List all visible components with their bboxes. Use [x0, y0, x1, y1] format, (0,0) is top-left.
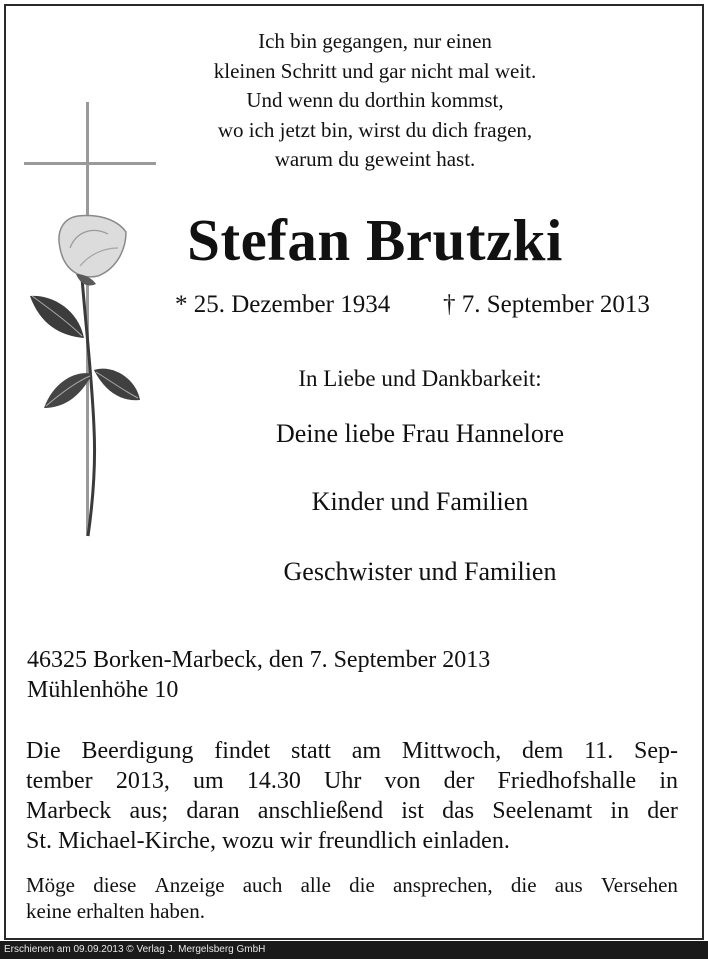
death-date: † 7. September 2013 — [443, 291, 650, 318]
poem-line: warum du geweint hast. — [274, 147, 476, 171]
address-place-date: 46325 Borken-Marbeck, den 7. September 2013 — [27, 647, 491, 673]
word: der — [443, 768, 475, 794]
word: in — [659, 768, 678, 794]
funeral-announcement — [26, 736, 678, 856]
word: daran — [186, 798, 240, 824]
word: Mittwoch, — [401, 738, 502, 764]
mourner-entry: Geschwister und Familien — [283, 557, 557, 586]
word: von — [384, 768, 421, 794]
word: Versehen — [600, 873, 678, 897]
word: Uhr — [324, 768, 362, 794]
word: Beerdigung — [81, 738, 194, 764]
word: findet — [214, 738, 271, 764]
word: am — [351, 738, 382, 764]
funeral-line — [26, 736, 678, 766]
word: der — [647, 798, 678, 824]
rose-icon — [59, 216, 126, 286]
notice-remark — [26, 872, 678, 924]
poem-line: kleinen Schritt und gar nicht mal weit. — [213, 58, 537, 83]
birth-date: * 25. Dezember 1934 — [175, 291, 391, 318]
address-block — [27, 645, 647, 705]
mourners-intro: In Liebe und Dankbarkeit: — [298, 366, 542, 391]
word: die — [349, 873, 375, 897]
remark-line: keine erhalten haben. — [26, 899, 205, 923]
word: 11. — [584, 738, 614, 764]
word: Marbeck — [26, 798, 112, 824]
poem-line: Und wenn du dorthin kommst, — [246, 88, 504, 112]
mourner-entry: Kinder und Familien — [311, 487, 529, 516]
word: ansprechen, — [392, 873, 493, 897]
cross-icon — [20, 98, 160, 543]
funeral-line — [26, 766, 678, 796]
deceased-name: Stefan Brutzki — [187, 207, 563, 273]
word: 2013, — [115, 768, 170, 794]
word: aus — [554, 873, 583, 897]
word: das — [442, 798, 475, 824]
word: um — [192, 768, 224, 794]
word: diese — [93, 873, 137, 897]
remark-line — [26, 872, 678, 898]
word: Die — [26, 738, 61, 764]
cross-with-rose-illustration — [20, 98, 160, 543]
word: Friedhofshalle — [497, 768, 637, 794]
mourner-entry: Deine liebe Frau Hannelore — [275, 419, 565, 448]
word: die — [510, 873, 537, 897]
word: anschließend — [257, 798, 384, 824]
word: Sep- — [633, 738, 678, 764]
funeral-line: St. Michael-Kirche, wozu wir freundlich einladen. — [26, 828, 510, 854]
word: Seelenamt — [492, 798, 593, 824]
word: dem — [521, 738, 564, 764]
word: Möge — [26, 873, 75, 897]
poem — [180, 27, 570, 175]
word: alle — [300, 873, 331, 897]
word: 14.30 — [246, 768, 301, 794]
publication-footer: Erschienen am 09.09.2013 © Verlag J. Mergelsberg GmbH — [0, 941, 708, 959]
poem-line: Ich bin gegangen, nur einen — [258, 29, 492, 53]
word: aus; — [129, 798, 169, 824]
word: auch — [242, 873, 283, 897]
address-street: Mühlenhöhe 10 — [27, 677, 179, 703]
word: ist — [401, 798, 424, 824]
word: in — [610, 798, 630, 824]
word: Anzeige — [154, 873, 225, 897]
word: tember — [26, 768, 93, 794]
word: statt — [290, 738, 331, 764]
funeral-line — [26, 796, 678, 826]
poem-line: wo ich jetzt bin, wirst du dich fragen, — [217, 117, 533, 142]
